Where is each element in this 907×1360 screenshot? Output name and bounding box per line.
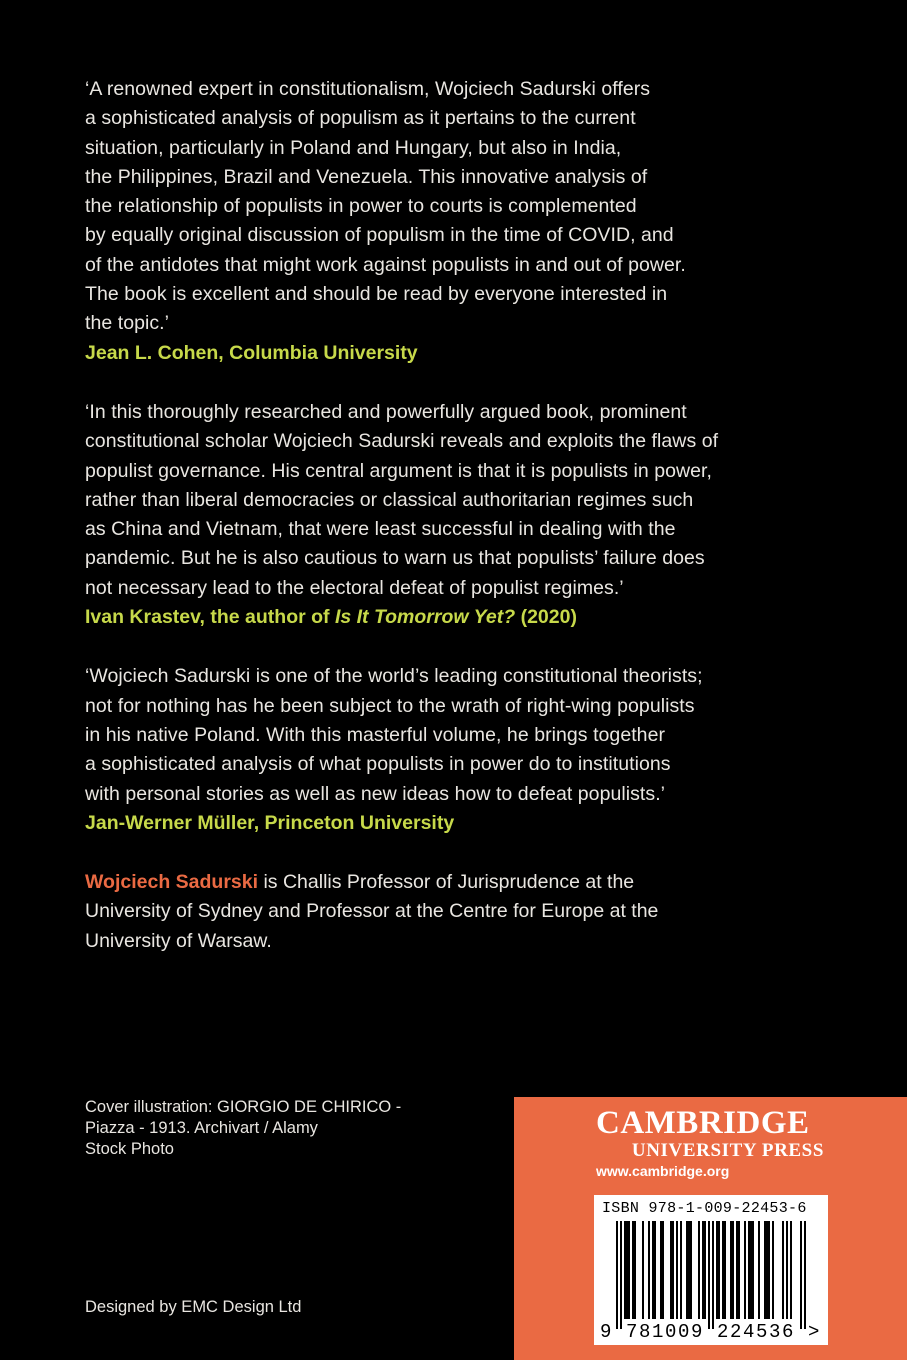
barcode-bar — [626, 1221, 628, 1319]
barcode-bar — [800, 1221, 802, 1329]
barcode-bar — [634, 1221, 636, 1319]
quote-attribution: Jean L. Cohen, Columbia University — [85, 341, 418, 364]
barcode-bar — [628, 1221, 630, 1319]
endorsement-muller — [85, 662, 805, 838]
barcode-bar — [662, 1221, 664, 1319]
quote-text: ‘A renowned expert in constitutionalism, Wojciech Sadurski offers a sophisticated analysis of populism as it pertains to the current situation, particularly in Poland and Hungary, but also in India, the Philippines, Brazil and Venezuela. This innovative analysis of the relationship of populists in power to courts is complemented by equally original discussion of populism in the time of COVID, and of the antidotes that might work against populists in and out of power. The book is excellent and should be read by everyone interested in the topic.’ — [85, 78, 686, 335]
endorsement-cohen — [85, 75, 805, 368]
barcode-bar — [690, 1221, 692, 1319]
barcode-bar — [750, 1221, 752, 1319]
barcode-bar — [764, 1221, 766, 1319]
barcode-bar — [620, 1221, 622, 1329]
publisher-subtitle: UNIVERSITY PRESS — [631, 1140, 824, 1161]
barcode-bar — [686, 1221, 688, 1319]
barcode-bar — [654, 1221, 656, 1319]
cover-illustration-credit: Cover illustration: GIORGIO DE CHIRICO - Piazza - 1913. Archivart / Alamy Stock Photo — [85, 1098, 402, 1158]
barcode-bar — [766, 1221, 768, 1319]
barcode-bar — [758, 1221, 760, 1319]
barcode-bar — [790, 1221, 792, 1319]
barcode-bar — [648, 1221, 650, 1319]
barcode-bar — [660, 1221, 662, 1319]
barcode-digits: 9 781009 224536 > — [600, 1321, 822, 1343]
barcode-bar — [624, 1221, 626, 1319]
barcode-bar — [718, 1221, 720, 1319]
publisher-url: www.cambridge.org — [596, 1163, 730, 1179]
barcode-bar — [730, 1221, 732, 1319]
attribution-book-title: Is It Tomorrow Yet? — [334, 606, 516, 629]
barcode-bar — [744, 1221, 746, 1319]
quote-attribution: Jan-Werner Müller, Princeton University — [85, 811, 455, 834]
barcode-bar — [688, 1221, 690, 1319]
barcode-bar — [676, 1221, 678, 1319]
barcode-bar — [804, 1221, 806, 1329]
barcode-bar — [642, 1221, 644, 1319]
publisher-panel — [514, 1097, 907, 1360]
barcode-bar — [732, 1221, 734, 1319]
endorsements — [85, 75, 805, 956]
barcode-bar — [782, 1221, 784, 1319]
barcode-bar — [702, 1221, 704, 1319]
publisher-logo — [596, 1105, 826, 1181]
endorsement-krastev — [85, 398, 805, 632]
quote-attribution — [85, 603, 805, 632]
barcode-bar — [772, 1221, 774, 1319]
barcode-bar — [616, 1221, 618, 1329]
attribution-suffix: (2020) — [515, 606, 577, 629]
barcode-bar — [632, 1221, 634, 1319]
barcode-bar — [672, 1221, 674, 1319]
barcode-bar — [736, 1221, 738, 1319]
barcode-bar — [670, 1221, 672, 1319]
isbn-barcode — [594, 1195, 828, 1345]
barcode-bar — [698, 1221, 700, 1319]
barcode-bar — [680, 1221, 682, 1319]
barcode-bar — [712, 1221, 714, 1329]
attribution-prefix: Ivan Krastev, the author of — [85, 606, 335, 629]
designer-credit: Designed by EMC Design Ltd — [85, 1298, 302, 1316]
barcode-bar — [752, 1221, 754, 1319]
barcode-bar — [708, 1221, 710, 1329]
quote-text: ‘Wojciech Sadurski is one of the world’s leading constitutional theorists; not for nothing has he been subject to the wrath of right-wing populists in his native Poland. With this masterful volume, he brings together a sophisticated analysis of what populists in power do to institutions with personal stories as well as new ideas how to defeat populists.’ — [85, 665, 703, 805]
author-name: Wojciech Sadurski — [85, 871, 259, 894]
isbn-label: ISBN 978-1-009-22453-6 — [602, 1200, 807, 1217]
barcode-bar — [786, 1221, 788, 1319]
publisher-name: CAMBRIDGE — [596, 1105, 810, 1141]
author-bio-text: is Challis Professor of Jurisprudence at the University of Sydney and Professor at the Centre for Europe at the University of Warsaw. — [85, 871, 659, 952]
barcode-bar — [722, 1221, 724, 1319]
barcode-bar — [738, 1221, 740, 1319]
barcode-bar — [704, 1221, 706, 1319]
barcode-bar — [768, 1221, 770, 1319]
barcode-bar — [652, 1221, 654, 1319]
barcode-bar — [716, 1221, 718, 1319]
barcode-bar — [724, 1221, 726, 1319]
author-bio — [85, 868, 805, 956]
barcode-bar — [748, 1221, 750, 1319]
quote-text: ‘In this thoroughly researched and powerfully argued book, prominent constitutional scholar Wojciech Sadurski reveals and exploits the flaws of populist governance. His central argument is that it is populists in power, rather than liberal democracies or classical authoritarian regimes such as China and Vietnam, that were least successful in dealing with the pandemic. But he is also cautious to warn us that populists’ failure does not necessary lead to the electoral defeat of populist regimes.’ — [85, 400, 719, 599]
